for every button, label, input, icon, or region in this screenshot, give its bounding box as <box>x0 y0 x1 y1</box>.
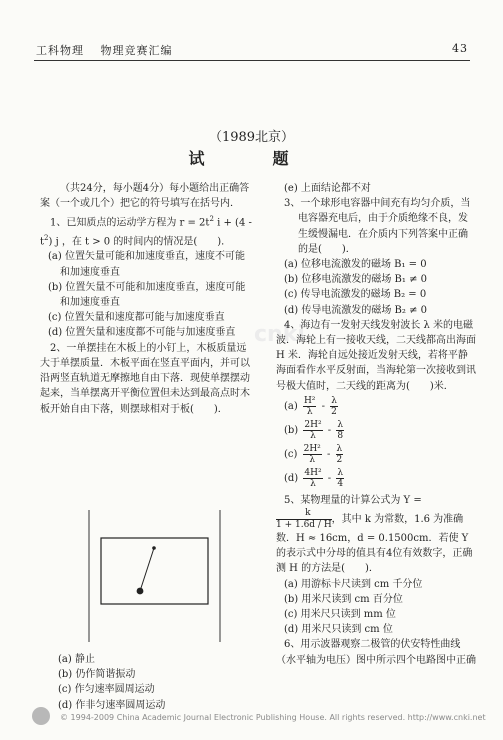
q1-option-b: (b) 位置矢量不可能和加速度垂直，速度可能和加速度垂直 <box>48 281 246 309</box>
q2-option-a: (a) 静止 <box>58 654 95 665</box>
watermark: cnki <box>254 322 305 347</box>
publisher-logo <box>32 707 50 725</box>
q2-options <box>58 652 248 713</box>
header-rule <box>34 60 470 61</box>
q1-option-a: (a) 位置矢量可能和加速度垂直，速度不可能和加速度垂直 <box>48 251 245 278</box>
q1-stem: 1、已知质点的运动学方程为 $r = 2t^2$ $i + (4 - t^2)$ j ，在 t > 0 的时间内的情况是( )． <box>40 215 252 248</box>
instructions: （共24分，每小题4分）每小题给出正确答案（一个或几个）把它的符号填写在括号内． <box>40 183 250 210</box>
q4-stem: 4、海边有一发射天线发射波长 λ 米的电磁波．海轮上有一接收天线，二天线都高出海面 H 米．海轮自远处接近发射天线，若将平静海面看作水平反射面，当海轮第一次接收到讯号极大值时，二天线的距离为( )米． <box>276 319 476 392</box>
q3-option-b: (b) 位移电流激发的磁场 B₁ ≠ 0 <box>284 274 428 286</box>
q3-stem: 3、一个球形电容器中间充有均匀介质，当电容器充电后，由于介质绝缘不良，发生缓慢漏电．在介质内下列答案中正确的是( )． <box>284 198 471 255</box>
q1-option-c: (c) 位置矢量和速度都可能与加速度垂直 <box>48 312 225 324</box>
q2-option-b: (b) 仍作简谐振动 <box>58 669 136 681</box>
q3-option-c: (c) 传导电流激发的磁场 B₂ = 0 <box>284 289 427 301</box>
exam-title: 试 题 <box>188 149 315 168</box>
q5-stem: 5、某物理量的计算公式为 Y = $\frac{k}{1 + 1.6d / H}$，其中 k 为常数，1.6 为准确数．H ≈ 16cm，d = 0.1500cm．若使 Y 的表示式中分母的值具有4位有效数字，正确测 H 的方法是( )． <box>276 494 473 575</box>
q2-option-d: (d) 作非匀速率圆周运动 <box>58 699 166 711</box>
nail <box>152 546 156 550</box>
q5-option-c: (c) 用米尺只读到 mm 位 <box>284 609 396 621</box>
exam-year: （1989北京） <box>208 130 295 145</box>
copyright-footer: © 1994-2009 China Academic Journal Electronic Publishing House. All rights reserved. http://www.cnki.net <box>60 713 486 722</box>
page-number: 43 <box>452 42 468 55</box>
q2-option-c: (c) 作匀速率圆周运动 <box>58 684 155 696</box>
running-header <box>36 42 173 58</box>
pendulum-on-board-figure <box>71 510 238 642</box>
q1-option-d: (d) 位置矢量和速度都不可能与加速度垂直 <box>48 327 236 339</box>
journal-name: 工科物理 <box>36 44 84 57</box>
q2-option-e: (e) 上面结论都不对 <box>284 183 371 194</box>
q4-option-c: (c) $\frac{\text{2H²}}{\lambda}$ - $\frac{\lambda}{2}$ <box>284 443 343 465</box>
q4-option-b: (b) $\frac{\text{2H²}}{\lambda}$ - $\frac{\lambda}{8}$ <box>284 419 344 441</box>
q2-stem: 2、一单摆挂在木板上的小钉上，木板质量远大于单摆质量．木板平面在竖直平面内，并可以沿两竖直轨道无摩擦地自由下落．现使单摆摆动起来，当单摆离开平衡位置但未达到最高点时木板开始自由下落，则摆球相对于板( )． <box>40 342 250 415</box>
q5-option-a: (a) 用游标卡尺读到 cm 千分位 <box>284 578 423 590</box>
q4-option-a: (a) $\frac{\text{H²}}{\lambda}$ - $\frac{\lambda}{2}$ <box>284 395 337 417</box>
q5-option-d: (d) 用米尺只读到 cm 位 <box>284 624 393 636</box>
q4-option-d: (d) $\frac{\text{4H²}}{\lambda}$ - $\frac{\lambda}{4}$ <box>284 467 344 489</box>
q4-options <box>276 396 476 492</box>
q3-option-a: (a) 位移电流激发的磁场 B₁ = 0 <box>284 259 427 271</box>
q6-stem: 6、用示波器观察二极管的伏安特性曲线（水平轴为电压）图中所示四个电路图中正确 <box>276 639 476 666</box>
right-column <box>276 181 476 668</box>
q3-option-d: (d) 传导电流激发的磁场 B₂ ≠ 0 <box>284 304 428 316</box>
section-name: 物理竞赛汇编 <box>100 44 173 57</box>
pendulum-bob <box>137 588 144 595</box>
left-column <box>40 181 252 417</box>
q5-option-b: (b) 用米尺读到 cm 百分位 <box>284 593 403 605</box>
